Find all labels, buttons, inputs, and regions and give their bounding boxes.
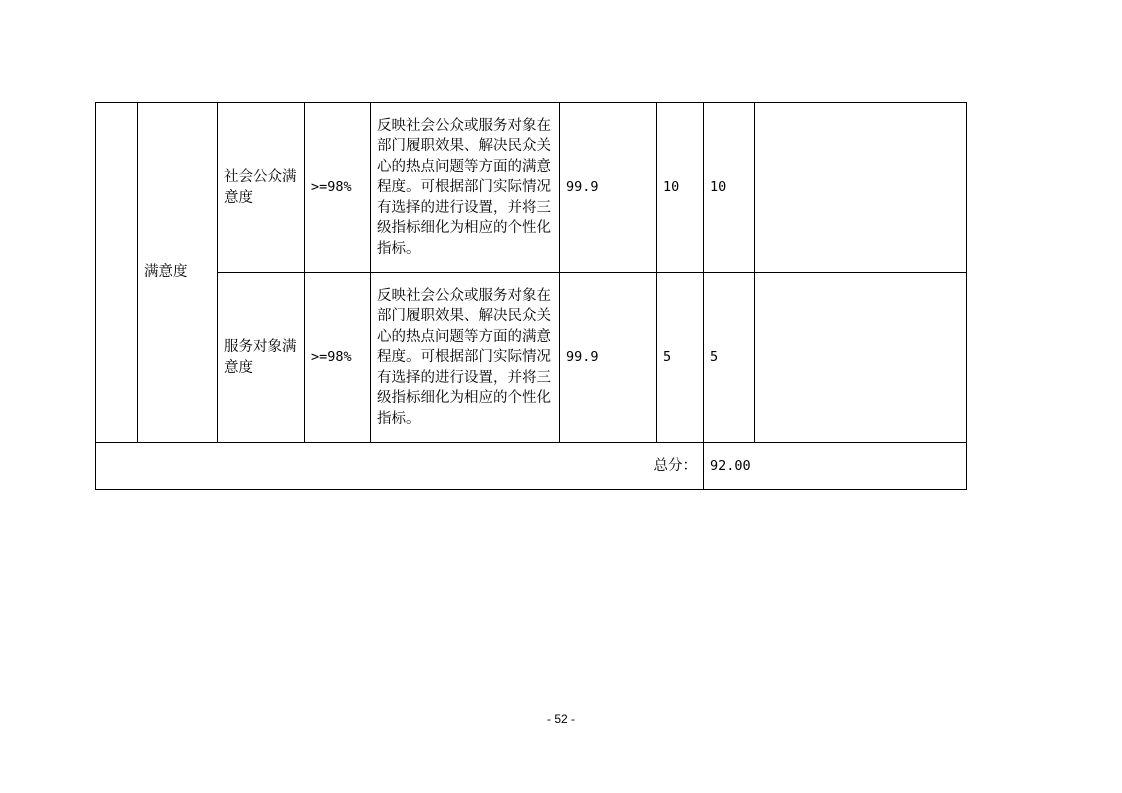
score-cell: 10: [704, 103, 755, 273]
level2-indicator-cell: 满意度: [138, 103, 218, 443]
total-value: 92.00: [704, 443, 967, 490]
level3-indicator-cell: 社会公众满意度: [218, 103, 305, 273]
total-row: [96, 443, 967, 490]
indicator-description-cell: 反映社会公众或服务对象在部门履职效果、解决民众关心的热点问题等方面的满意程度。可根据部门实际情况有选择的进行设置，并将三级指标细化为相应的个性化指标。: [371, 273, 560, 443]
page-number: - 52 -: [546, 712, 575, 726]
weight-cell: 5: [657, 273, 704, 443]
target-value-cell: >=98%: [305, 103, 371, 273]
table-row: [96, 273, 967, 443]
performance-evaluation-table: [95, 102, 967, 490]
remark-cell: [755, 273, 967, 443]
score-cell: 5: [704, 273, 755, 443]
weight-cell: 10: [657, 103, 704, 273]
actual-value-cell: 99.9: [560, 103, 657, 273]
target-value-cell: >=98%: [305, 273, 371, 443]
level3-indicator-cell: 服务对象满意度: [218, 273, 305, 443]
remark-cell: [755, 103, 967, 273]
indicator-description-cell: 反映社会公众或服务对象在部门履职效果、解决民众关心的热点问题等方面的满意程度。可根据部门实际情况有选择的进行设置，并将三级指标细化为相应的个性化指标。: [371, 103, 560, 273]
total-label: 总分：: [96, 443, 704, 490]
table-row: [96, 103, 967, 273]
level1-indicator-cell: [96, 103, 138, 443]
actual-value-cell: 99.9: [560, 273, 657, 443]
